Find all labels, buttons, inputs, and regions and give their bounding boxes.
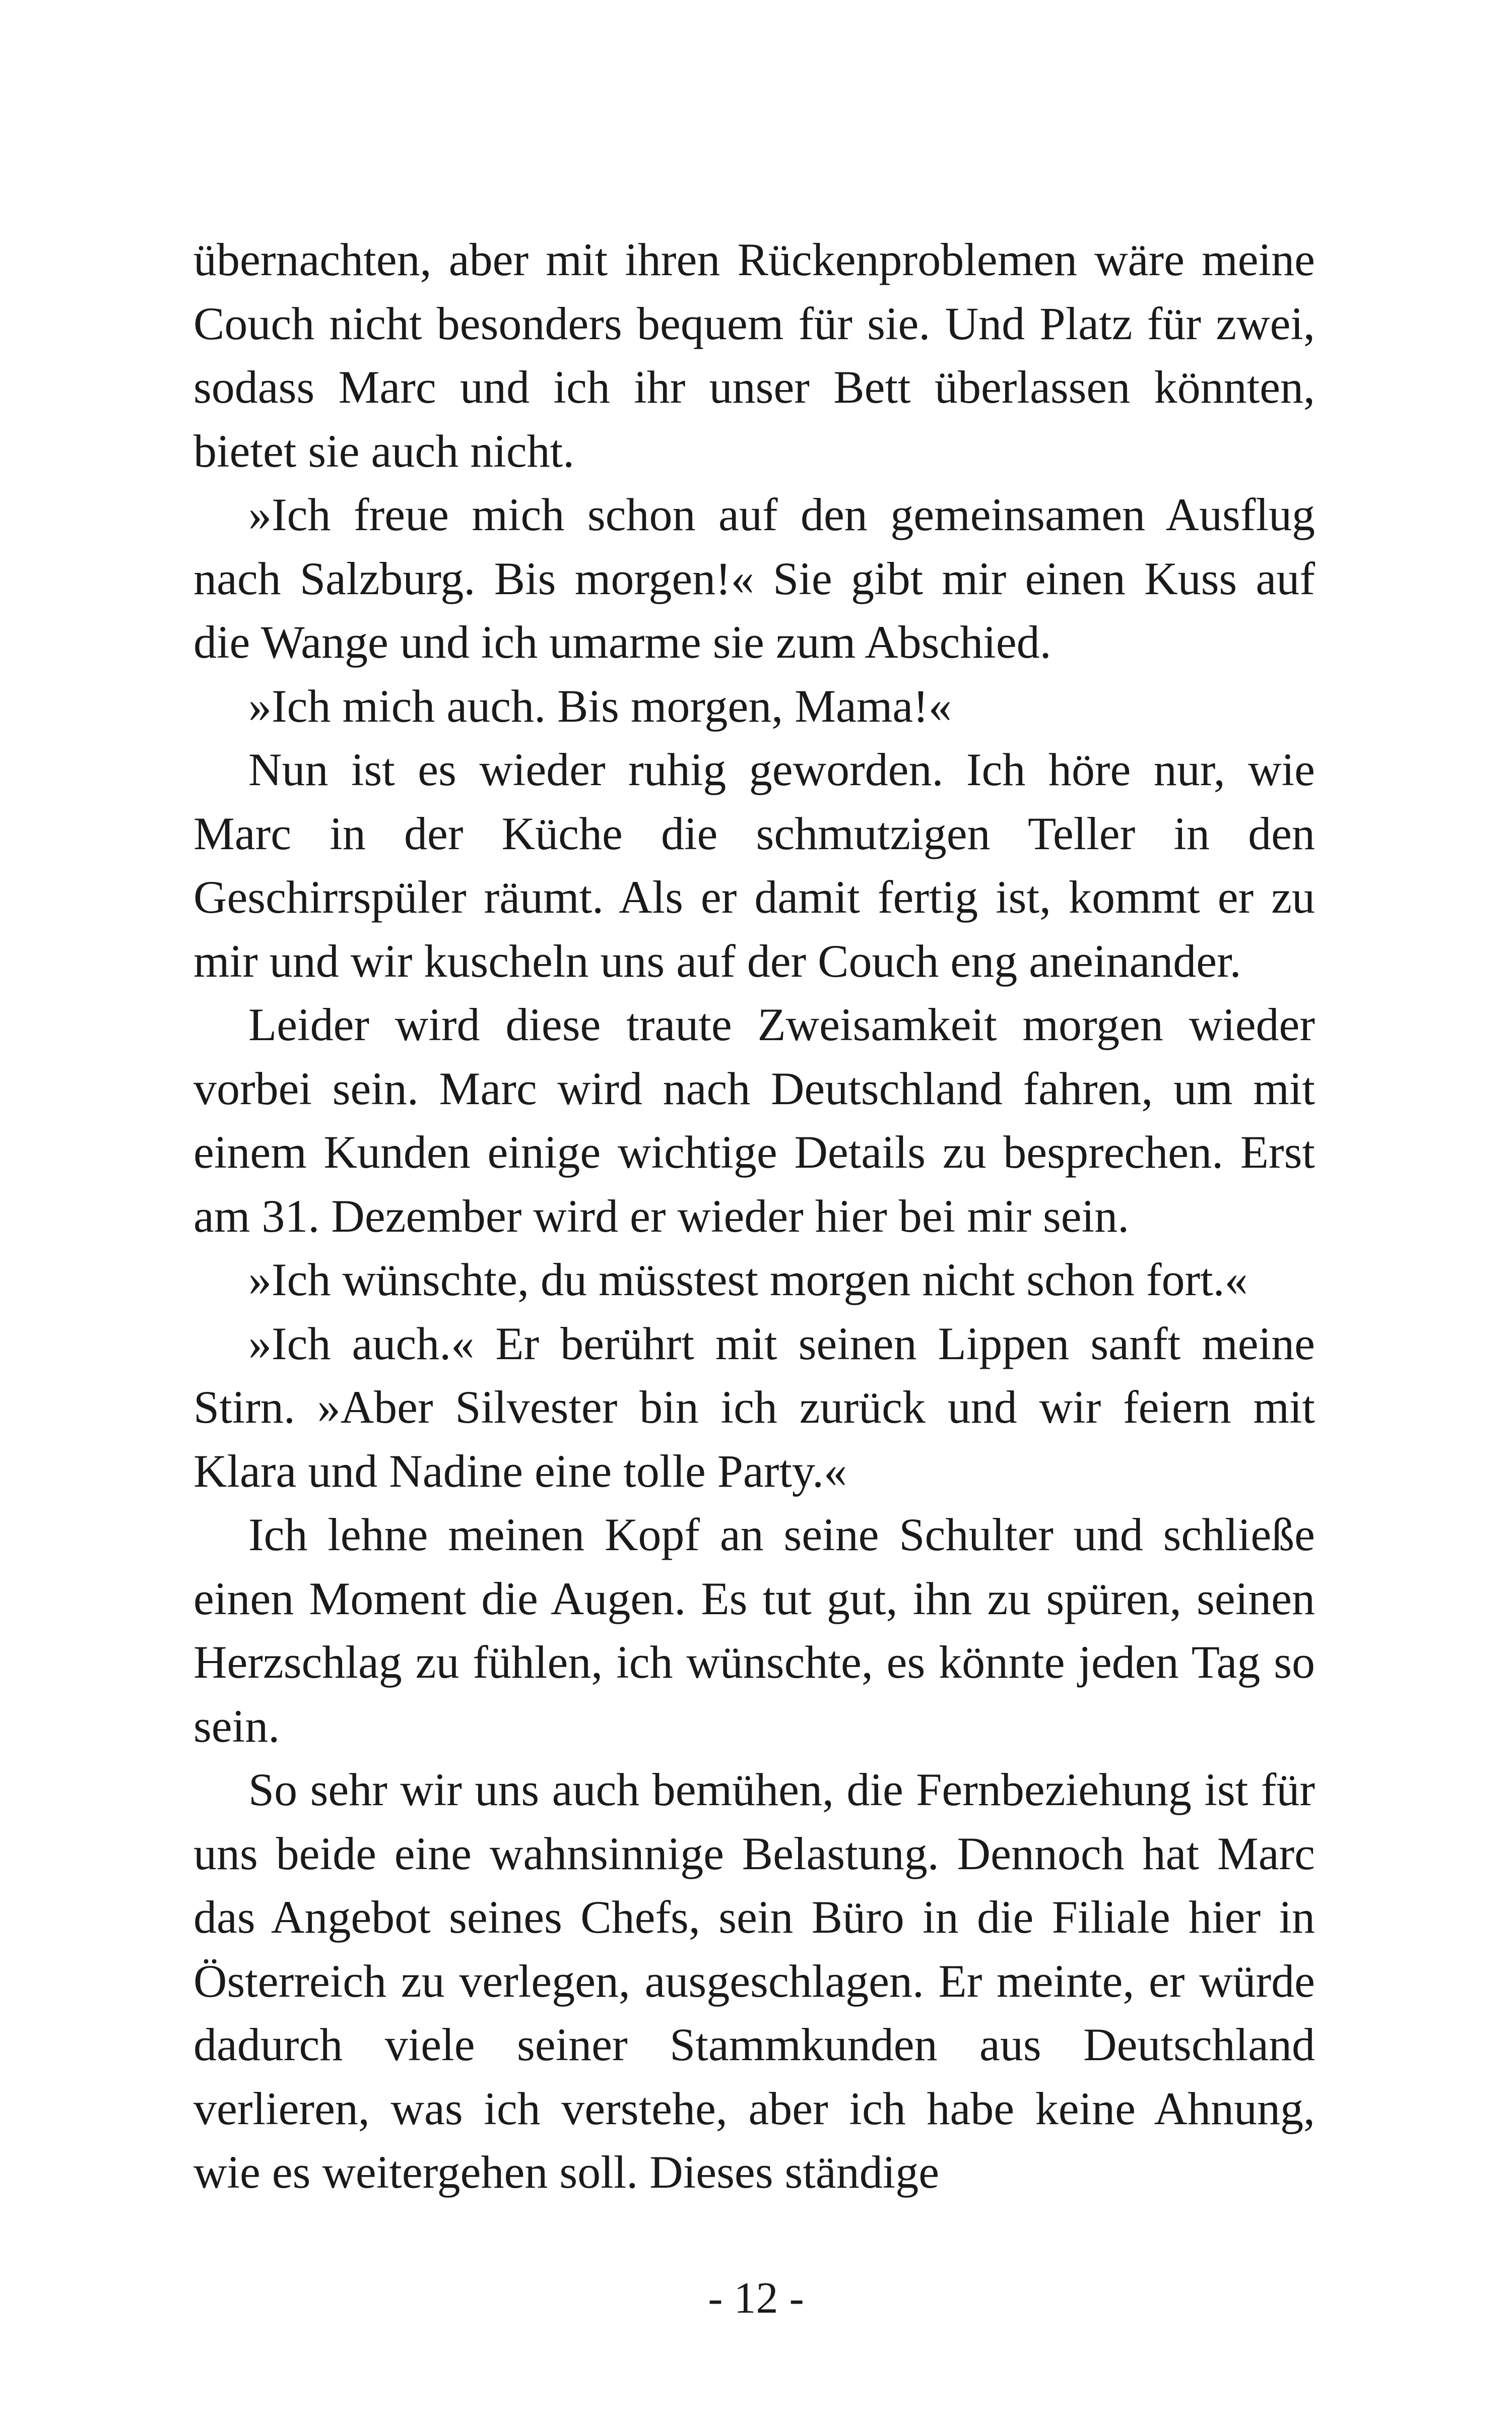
paragraph: Ich lehne meinen Kopf an seine Schulter und schließe einen Moment die Augen. Es tut gut, ihn zu spüren, seinen Herzschlag zu fühlen, ich wünschte, es könnte jeden Tag so sein. bbox=[193, 1509, 1315, 1752]
paragraph: »Ich freue mich schon auf den gemeinsamen Ausflug nach Salzburg. Bis morgen!« Sie gibt mir einen Kuss auf die Wange und ich umarme sie zum Abschied. bbox=[193, 489, 1315, 668]
paragraph: »Ich auch.« Er berührt mit seinen Lippen sanft meine Stirn. »Aber Silvester bin ich zurück und wir feiern mit Klara und Nadine eine tolle Party.« bbox=[193, 1317, 1315, 1497]
paragraph: »Ich mich auch. Bis morgen, Mama!« bbox=[248, 680, 952, 732]
page-number: - 12 - bbox=[708, 2274, 804, 2323]
body-text bbox=[193, 228, 1315, 2204]
paragraph: übernachten, aber mit ihren Rückenproblemen wäre meine Couch nicht besonders bequem für sie. Und Platz für zwei, sodass Marc und ich ihr unser Bett überlassen könnten, bietet sie auch nicht. bbox=[193, 234, 1315, 477]
paragraph: So sehr wir uns auch bemühen, die Fernbeziehung ist für uns beide eine wahnsinnige Belastung. Dennoch hat Marc das Angebot seines Chefs, sein Büro in die Filiale hier in Österreich zu verlegen, ausgeschlagen. Er meinte, er würde dadurch viele seiner Stammkunden aus Deutschland verlieren, was ich verstehe, aber ich habe keine Ahnung, wie es weitergehen soll. Dieses ständige bbox=[193, 1764, 1315, 2198]
paragraph: Leider wird diese traute Zweisamkeit morgen wieder vorbei sein. Marc wird nach Deutschland fahren, um mit einem Kunden einige wichtige Details zu besprechen. Erst am 31. Dezember wird er wieder hier bei mir sein. bbox=[193, 999, 1315, 1242]
paragraph: Nun ist es wieder ruhig geworden. Ich höre nur, wie Marc in der Küche die schmutzigen Teller in den Geschirrspüler räumt. Als er damit fertig ist, kommt er zu mir und wir kuscheln uns auf der Couch eng aneinander. bbox=[193, 744, 1315, 987]
paragraph: »Ich wünschte, du müsstest morgen nicht schon fort.« bbox=[248, 1254, 1248, 1305]
